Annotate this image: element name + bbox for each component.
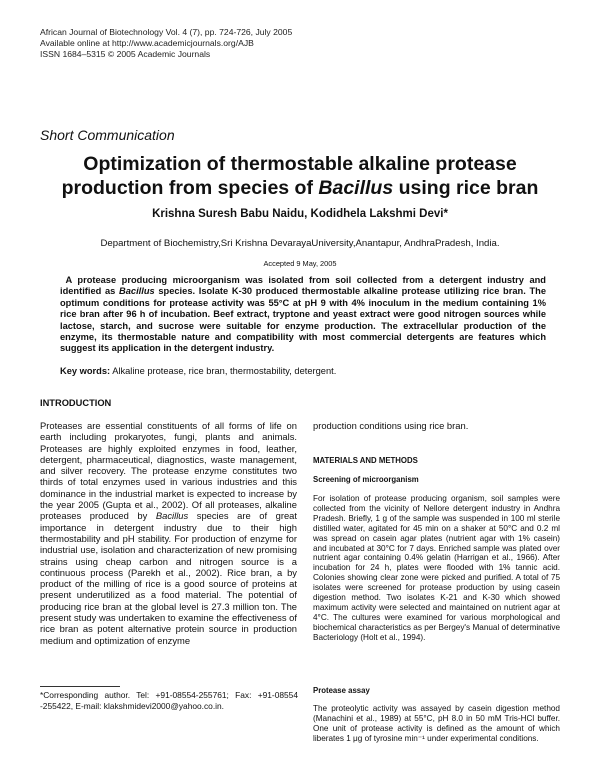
abstract-text-end: species. Isolate K-30 produced thermostable alkaline protease utilizing rice bran. The optimum conditions for protease activity was 55°C at pH 9 with 4% inoculum in the medium containing 1% rice bran after 96 h of incubation. Beef extract, tryptone and yeast extract were good nitrogen sources while lactose, starch, and sucrose were suitable for enzyme production. The extracellular production of the enzyme, its thermostable nature and compatibility with most commercial detergents are features which suggest its application in the detergent industry.: [60, 286, 546, 354]
assay-heading: Protease assay: [313, 686, 370, 695]
screening-paragraph: For isolation of protease producing organism, soil samples were collected from the vicinity of Nellore detergent industry in Andhra Pradesh. Briefly, 1 g of the sample was suspended in 100 ml sterile distilled water, agitated for 45 min on a shaker at 50°C and 0.2 ml was spread on casein agar plates (nutrient agar with 1% casein) and incubated at 30°C for 7 days. Enriched sample was plated over nutrient agar containing 0.4% gelatin (Harrigan et al., 1966). After incubation for 24 h, plates were flooded with 1% tannic acid. Colonies showing clear zone were picked and purified. A total of 75 isolates were screened for protease production by using casein digestion method. Two isolates K-21 and K-30 which showed maximum activity were selected and maintained on nutrient agar at 4°C. The cultures were examined for various morphological and biochemical characteristics as per Bergey's Manual of determinative Bacteriology (Holt et al., 1994).: [313, 494, 560, 642]
footnote-divider: [40, 686, 120, 687]
paper-title: [40, 152, 560, 200]
journal-citation: African Journal of Biotechnology Vol. 4 (7), pp. 724-726, July 2005: [40, 27, 293, 37]
methods-heading: MATERIALS AND METHODS: [313, 456, 418, 465]
abstract: [60, 275, 546, 355]
intro-heading: INTRODUCTION: [40, 398, 112, 408]
screening-heading: Screening of microorganism: [313, 475, 419, 484]
keywords: [60, 366, 546, 377]
affiliation: Department of Biochemistry,Sri Krishna DevarayaUniversity,Anantapur, AndhraPradesh, India.: [100, 238, 500, 249]
intro-text: Proteases are essential constituents of all forms of life on earth including prokaryotes, fungi, plants and animals. Proteases are highly exploited enzymes in food, leather, detergent, pharmaceutical, diagnostics, waste management, and silver recovery. The protease enzyme constitutes two thirds of total enzymes used in various industries and this dominance in the industrial market is expected to increase by the year 2005 (Gupta et al., 2002). Of all proteases, alkaline proteases produced by: [40, 420, 297, 522]
abstract-genus: Bacillus: [119, 286, 155, 297]
title-genus: Bacillus: [318, 177, 394, 199]
intro-continued: production conditions using rice bran.: [313, 420, 469, 431]
intro-paragraph: [40, 420, 297, 646]
assay-paragraph: The proteolytic activity was assayed by casein digestion method (Manachini et al., 1989) at 55°C, pH 8.0 in 50 mM Tris-HCl buffer. One unit of protease activity is defined as the amount of which liberates 1 μg of tyrosine min⁻¹ under experimental conditions.: [313, 704, 560, 743]
title-line-2: [40, 176, 560, 200]
journal-header: [40, 27, 292, 60]
intro-text-end: species are of great importance in detergent industry due to their high thermostability and pH stability. For production of enzyme for industrial use, isolation and characterization of new promising strains using cheap carbon and nitrogen source is a continuous process (Parekh et al., 2002). Rice bran, a by product of the milling of rice is a good source of proteins at present underutilized as a food material. The potential of producing rice bran at the global level is 27.3 million ton. The present study was undertaken to examine the effectiveness of rice bran as potent alternative protein source in production medium and optimization of enzyme: [40, 510, 297, 646]
corresponding-author-footnote: *Corresponding author. Tel: +91-08554-255761; Fax: +91-08554 -255422, E-mail: klakshmidevi2000@yahoo.co.in.: [40, 690, 298, 711]
title-line-1: Optimization of thermostable alkaline protease: [83, 153, 517, 175]
accepted-date: Accepted 9 May, 2005: [263, 259, 337, 268]
journal-url: Available online at http://www.academicjournals.org/AJB: [40, 38, 254, 48]
keywords-label: Key words:: [60, 366, 111, 376]
authors: Krishna Suresh Babu Naidu, Kodidhela Lakshmi Devi*: [152, 208, 448, 220]
intro-genus: Bacillus: [155, 510, 189, 522]
title-text: production from species of: [61, 177, 319, 199]
section-label: Short Communication: [40, 127, 175, 143]
abstract-text: A protease producing microorganism was isolated from soil collected from a detergent industry and identified as: [60, 275, 546, 297]
journal-issn: ISSN 1684–5315 © 2005 Academic Journals: [40, 49, 211, 59]
title-text-end: using rice bran: [393, 177, 539, 199]
keywords-text: Alkaline protease, rice bran, thermostability, detergent.: [110, 366, 337, 376]
